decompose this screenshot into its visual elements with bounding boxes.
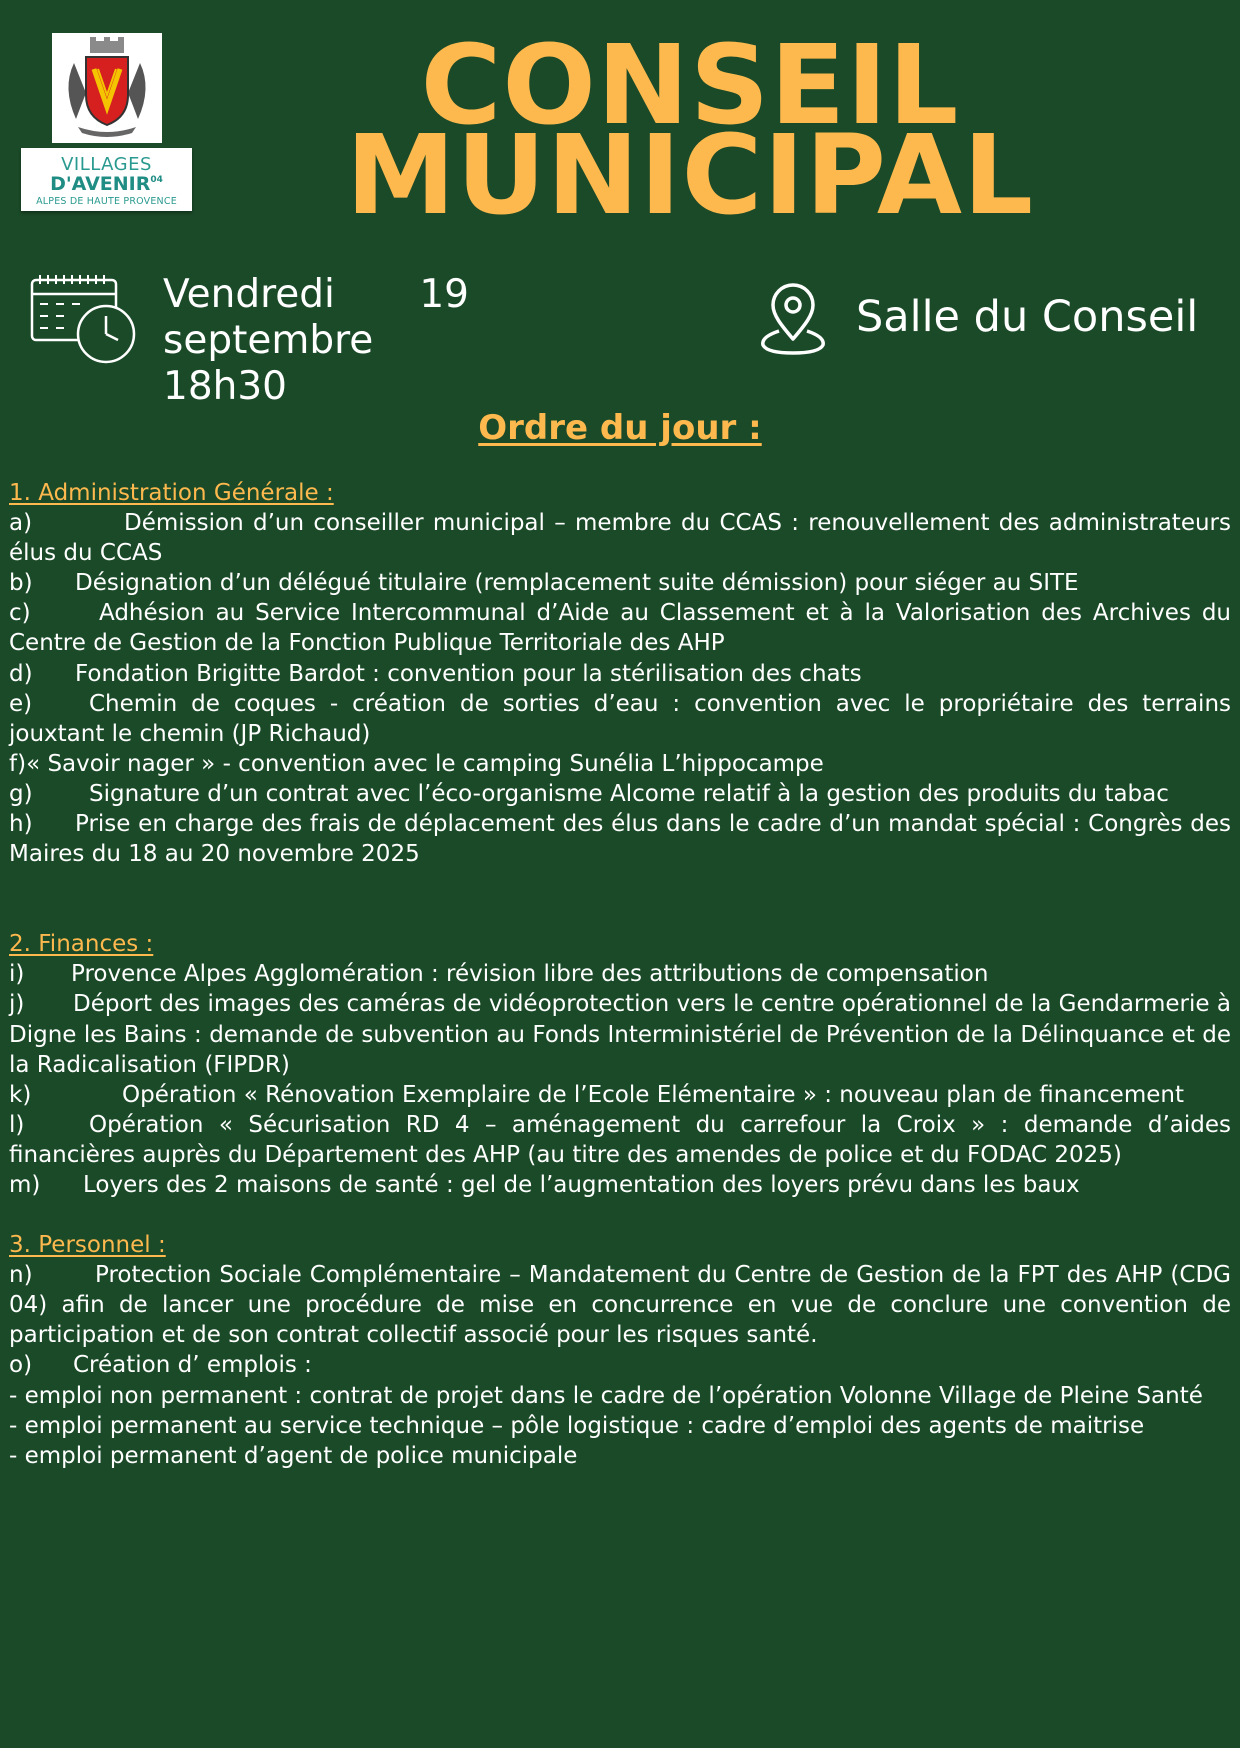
agenda-title: Ordre du jour :: [478, 408, 762, 448]
logo-line-region: ALPES DE HAUTE PROVENCE: [36, 196, 177, 207]
item-text: Provence Alpes Agglomération : révision libre des attributions de compensation: [71, 961, 989, 988]
item-text: Fondation Brigitte Bardot : convention pour la stérilisation des chats: [75, 660, 862, 687]
item-text: Désignation d’un délégué titulaire (remplacement suite démission) pour siéger au SITE: [75, 570, 1079, 597]
item-tag: k): [9, 1081, 32, 1108]
item-tag: b): [9, 570, 33, 597]
agenda-subitem-1: [9, 1381, 1231, 1411]
agenda-item-g: [9, 779, 1231, 809]
agenda-item-h: [9, 809, 1231, 869]
agenda-subitem-2: [9, 1411, 1231, 1441]
agenda-item-o: [9, 1350, 1231, 1380]
item-tag: c): [9, 600, 31, 627]
meeting-month: septembre: [163, 318, 374, 363]
agenda-item-f: [9, 749, 1231, 779]
agenda-content: [9, 478, 1231, 1471]
logo-line-davenir: D'AVENIR$^{04}$: [50, 173, 163, 195]
section-title-administration: 1. Administration Générale :: [9, 480, 334, 506]
item-tag: m): [9, 1171, 41, 1198]
meeting-day-number: 19: [419, 272, 469, 317]
item-tag: a): [9, 510, 33, 537]
agenda-item-l: [9, 1110, 1231, 1170]
item-tag: n): [9, 1262, 33, 1289]
item-text: Prise en charge des frais de déplacement des élus dans le cadre d’un mandat spécial : Congrès des Maires du 18 au 20 novembre 2025: [9, 811, 1231, 868]
section-title-finances: 2. Finances :: [9, 931, 154, 958]
item-text: Démission d’un conseiller municipal – membre du CCAS : renouvellement des administrateurs élus du CCAS: [9, 510, 1231, 567]
agenda-item-j: [9, 989, 1231, 1079]
spacer: [9, 1200, 1231, 1230]
title-line-1: CONSEIL: [420, 21, 960, 149]
meeting-date: [163, 272, 483, 410]
item-text: Opération « Sécurisation RD 4 – aménagement du carrefour la Croix » : demande d’aides financières auprès du Département des AHP (au titre des amendes de police et du FODAC 2025): [9, 1111, 1231, 1168]
item-tag: f): [9, 750, 27, 777]
agenda-item-m: [9, 1170, 1231, 1200]
date-line-day: [163, 272, 469, 318]
item-tag: g): [9, 780, 33, 807]
section-title-personnel: 3. Personnel :: [9, 1232, 166, 1259]
agenda-item-b: [9, 568, 1231, 598]
item-tag: h): [9, 811, 33, 838]
item-text: Protection Sociale Complémentaire – Mandatement du Centre de Gestion de la FPT des AHP (CDG 04) afin de lancer une procédure de mise en concurrence en vue de conclure une convention de participation et de son contrat collectif associé pour les risques santé.: [9, 1262, 1231, 1349]
coat-of-arms-icon: [52, 33, 162, 143]
villages-davenir-logo: [21, 148, 192, 211]
meeting-time: 18h30: [163, 364, 287, 409]
item-text: Signature d’un contrat avec l’éco-organisme Alcome relatif à la gestion des produits du tabac: [89, 780, 1169, 807]
item-text: - emploi permanent au service technique – pôle logistique : cadre d’emploi des agents de maitrise: [9, 1412, 1145, 1439]
agenda-item-n: [9, 1260, 1231, 1350]
item-tag: j): [9, 991, 25, 1018]
logo-line-villages: VILLAGES: [61, 154, 152, 175]
agenda-item-e: [9, 689, 1231, 749]
item-tag: l): [9, 1111, 25, 1138]
meeting-day: Vendredi: [163, 272, 335, 317]
location-pin-icon: [757, 281, 829, 355]
logo-superscript: 04: [150, 175, 163, 185]
agenda-item-a: [9, 508, 1231, 568]
item-tag: e): [9, 690, 33, 717]
item-text: Chemin de coques - création de sorties d’eau : convention avec le propriétaire des terrains jouxtant le chemin (JP Richaud): [9, 690, 1231, 747]
meeting-location: Salle du Conseil: [856, 292, 1199, 342]
item-text: Adhésion au Service Intercommunal d’Aide au Classement et à la Valorisation des Archives du Centre de Gestion de la Fonction Publique Territoriale des AHP: [9, 600, 1231, 657]
spacer: [9, 869, 1231, 929]
title-line-2: MUNICIPAL: [345, 111, 1035, 239]
item-text: - emploi non permanent : contrat de projet dans le cadre de l’opération Volonne Village de Pleine Santé: [9, 1382, 1203, 1409]
item-text: Création d’ emplois :: [73, 1352, 312, 1379]
agenda-item-k: [9, 1080, 1231, 1110]
item-text: - emploi permanent d’agent de police municipale: [9, 1442, 578, 1469]
town-crest-logo: [52, 33, 162, 143]
agenda-item-c: [9, 598, 1231, 658]
item-text: Opération « Rénovation Exemplaire de l’Ecole Elémentaire » : nouveau plan de financement: [122, 1081, 1184, 1108]
agenda-subitem-3: [9, 1441, 1231, 1471]
item-tag: o): [9, 1352, 33, 1379]
item-tag: i): [9, 961, 25, 988]
agenda-item-d: [9, 659, 1231, 689]
calendar-clock-icon: [30, 274, 136, 366]
item-text: Loyers des 2 maisons de santé : gel de l’augmentation des loyers prévu dans les baux: [83, 1171, 1080, 1198]
item-text: « Savoir nager » - convention avec le camping Sunélia L’hippocampe: [26, 750, 824, 777]
agenda-item-i: [9, 959, 1231, 989]
page-title: [300, 21, 1080, 239]
item-text: Déport des images des caméras de vidéoprotection vers le centre opérationnel de la Gendarmerie à Digne les Bains : demande de subvention au Fonds Interministériel de Prévention de la Délinquance et de la Radicalisation (FIPDR): [9, 991, 1231, 1078]
item-tag: d): [9, 660, 33, 687]
